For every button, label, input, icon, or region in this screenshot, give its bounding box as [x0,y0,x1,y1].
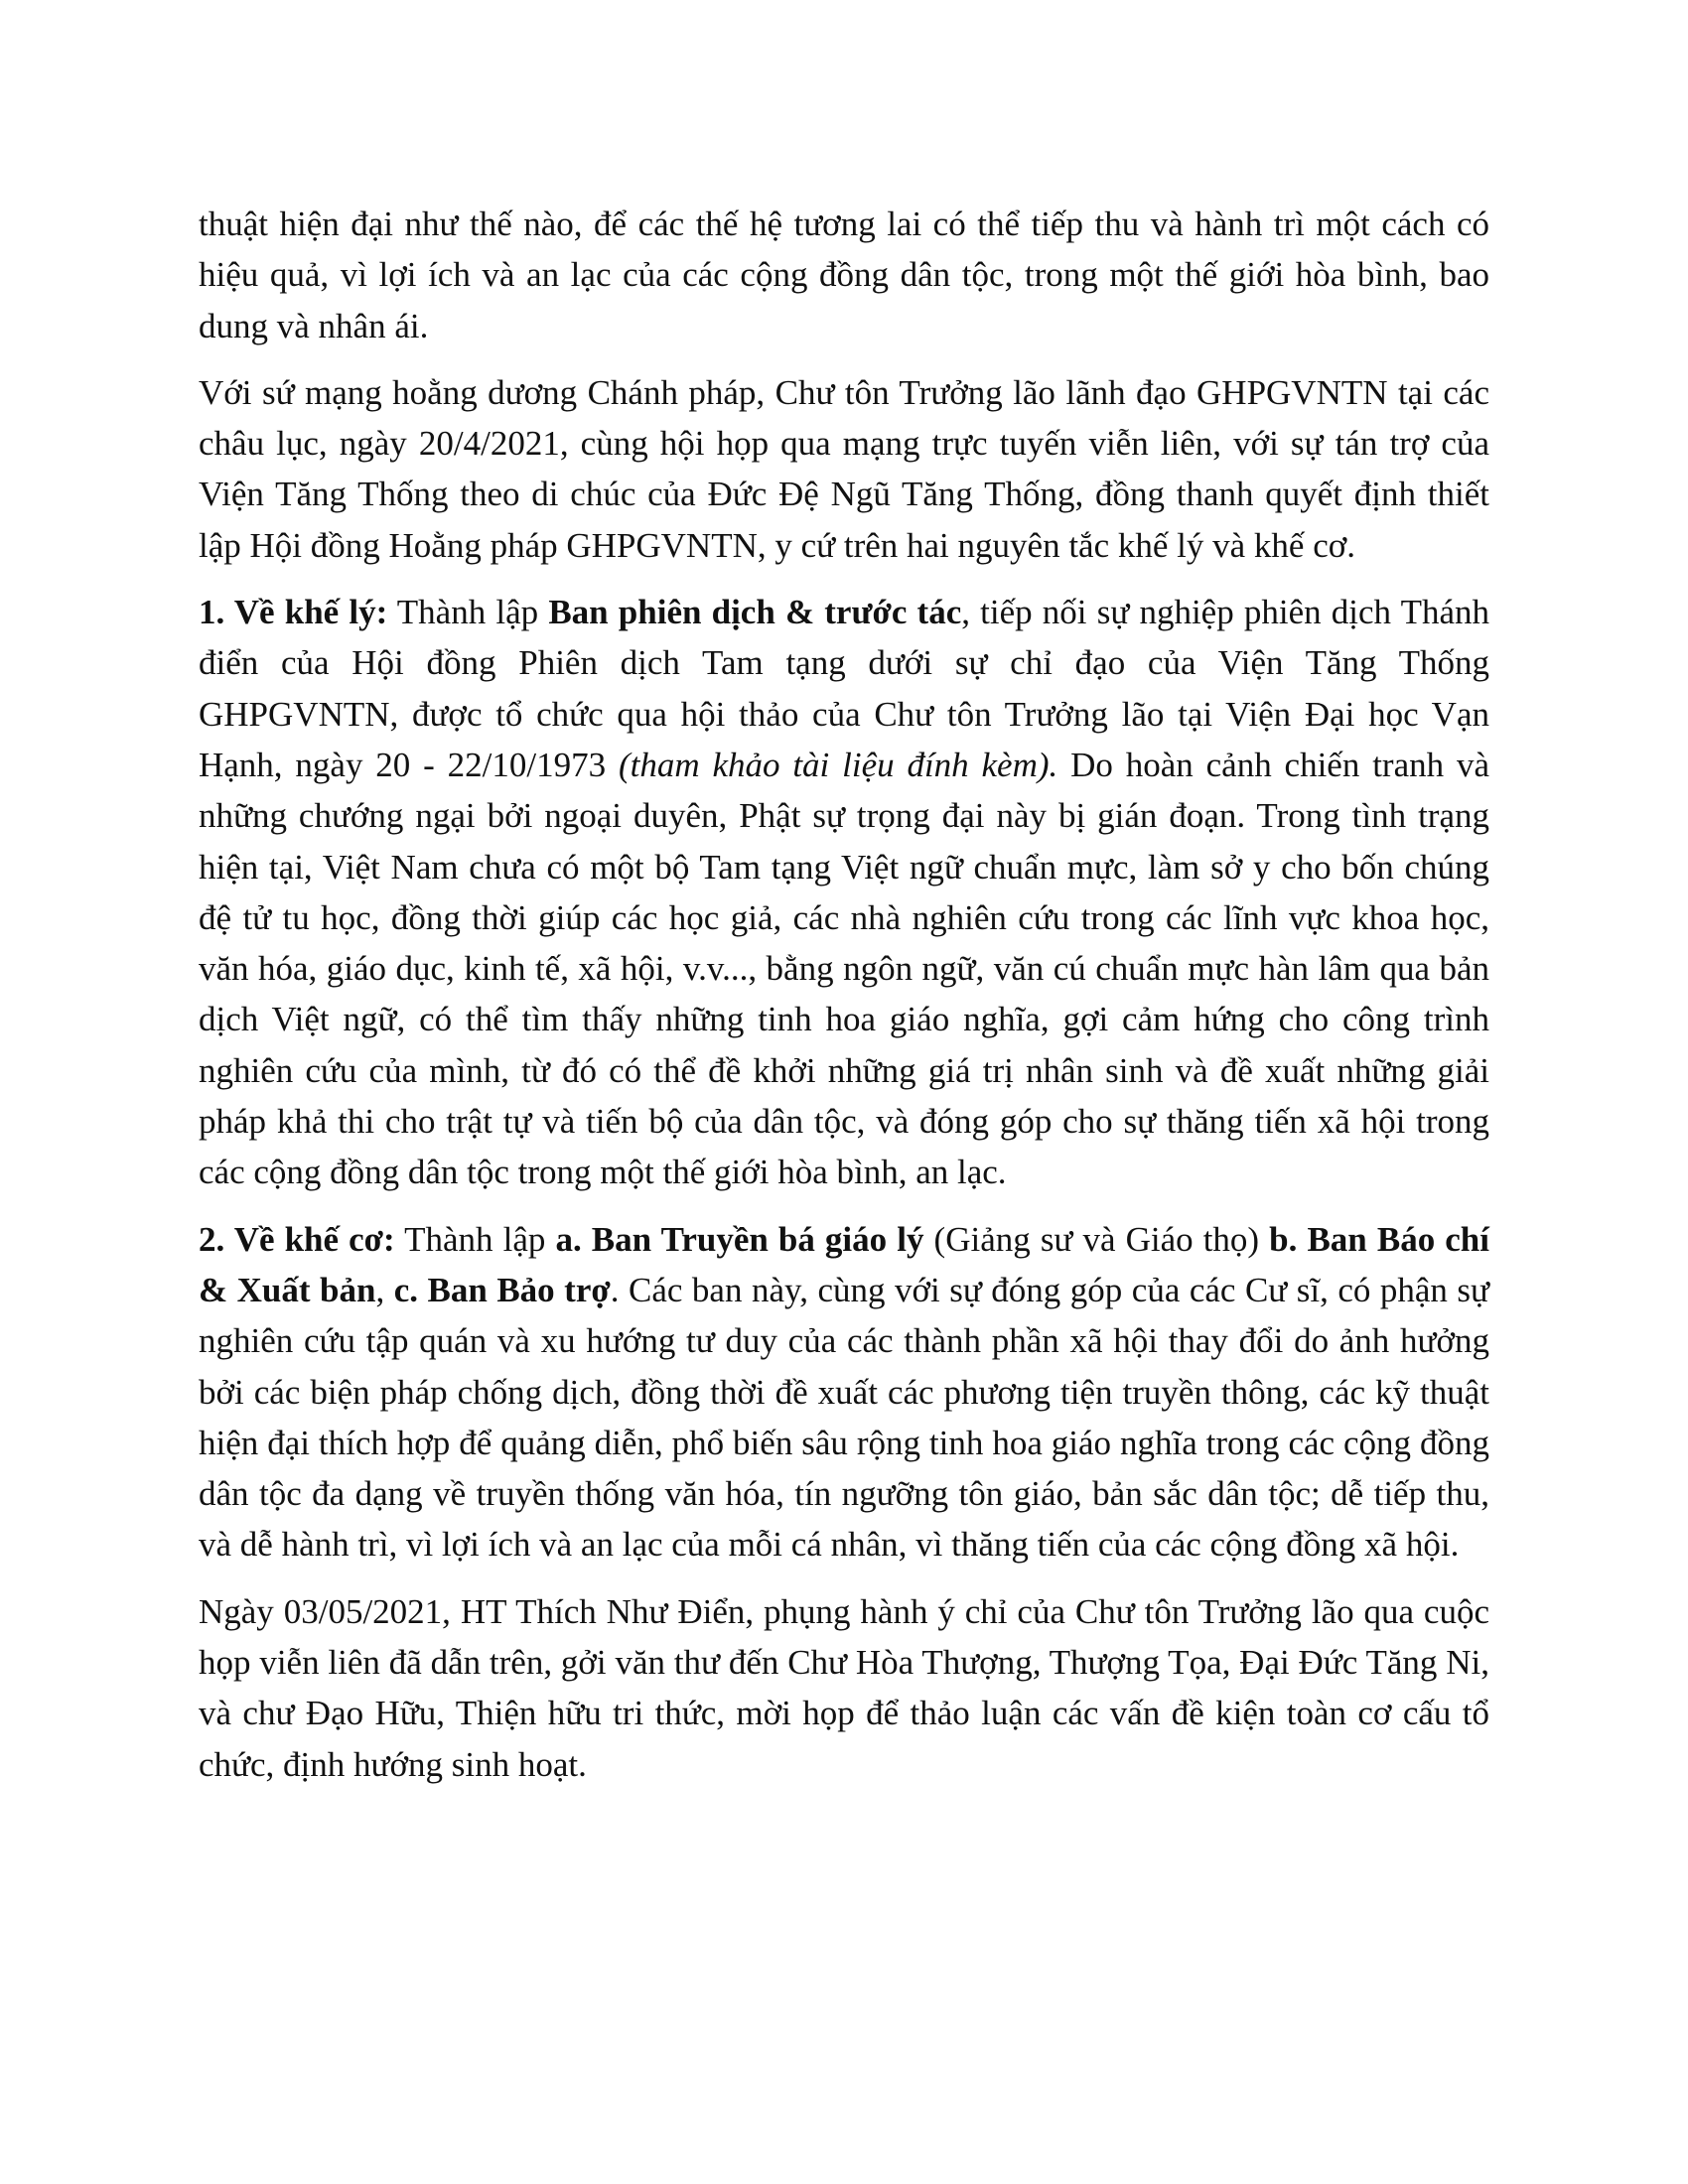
bold-term-press-board: b. Ban Báo chí & Xuất bản [199,1219,1489,1309]
paragraph-text: . Các ban này, cùng với sự đóng góp của các Cư sĩ, có phận sự nghiên cứu tập quán và xu hướng tư duy của các thành phần xã hội thay đổi do ảnh hưởng bởi các biện pháp chống dịch, đồng thời đề xuất các phương tiện truyền thông, các kỹ thuật hiện đại thích hợp để quảng diễn, phổ biến sâu rộng tinh hoa giáo nghĩa trong các cộng đồng dân tộc đa dạng về truyền thống văn hóa, tín ngưỡng tôn giáo, bản sắc dân tộc; dễ tiếp thu, và dễ hành trì, vì lợi ích và an lạc của mỗi cá nhân, vì thăng tiến của các cộng đồng xã hội. [199,1270,1490,1565]
paragraph-text: Thành lập [394,1219,556,1259]
bold-term-translation-board: Ban phiên dịch & trước tác [548,593,962,632]
bold-term-doctrine-board: a. Ban Truyền bá giáo lý [555,1219,924,1259]
paragraph-khe-co [199,1214,1489,1570]
paragraph-text: thuật hiện đại như thế nào, để các thế hệ tương lai có thể tiếp thu và hành trì một cách có hiệu quả, vì lợi ích và an lạc của các cộng đồng dân tộc, trong một thế giới hòa bình, bao dung và nhân ái. [199,205,1489,345]
paragraph-text: Ngày 03/05/2021, HT Thích Như Điển, phụng hành ý chỉ của Chư tôn Trưởng lão qua cuộc họp viễn liên đã dẫn trên, gởi văn thư đến Chư Hòa Thượng, Thượng Tọa, Đại Đức Tăng Ni, và chư Đạo Hữu, Thiện hữu tri thức, mời họp để thảo luận các vấn đề kiện toàn cơ cấu tổ chức, định hướng sinh hoạt. [199,1591,1489,1784]
bold-term-sponsor-board: c. Ban Bảo trợ [393,1270,611,1309]
paragraph-text: Thành lập [387,593,549,632]
paragraph-text: (Giảng sư và Giáo thọ) [923,1219,1270,1259]
paragraph-text: Do hoàn cảnh chiến tranh và những chướng ngại bởi ngoại duyên, Phật sự trọng đại này bị gián đoạn. Trong tình trạng hiện tại, Việt Nam chưa có một bộ Tam tạng Việt ngữ chuẩn mực, làm sở y cho bốn chúng đệ tử tu học, đồng thời giúp các học giả, các nhà nghiên cứu trong các lĩnh vực khoa học, văn hóa, giáo dục, kinh tế, xã hội, v.v..., bằng ngôn ngữ, văn cú chuẩn mực hàn lâm qua bản dịch Việt ngữ, có thể tìm thấy những tinh hoa giáo nghĩa, gợi cảm hứng cho công trình nghiên cứu của mình, từ đó có thể đề khởi những giá trị nhân sinh và đề xuất những giải pháp khả thi cho trật tự và tiến bộ của dân tộc, và đóng góp cho sự thăng tiến xã hội trong các cộng đồng dân tộc trong một thế giới hòa bình, an lạc. [199,745,1489,1192]
section-heading-khe-co: 2. Về khế cơ: [199,1219,395,1259]
italic-reference-note: (tham khảo tài liệu đính kèm). [618,745,1058,784]
document-page [199,199,1489,1806]
paragraph-text: , [375,1270,394,1309]
paragraph-text: , tiếp nối sự nghiệp phiên dịch Thánh điển của Hội đồng Phiên dịch Tam tạng dưới sự chỉ đạo của Viện Tăng Thống GHPGVNTN, được tổ chức qua hội thảo của Chư tôn Trưởng lão tại Viện Đại học Vạn Hạnh, ngày 20 - 22/10/1973 [199,593,1490,784]
paragraph-intro-continuation [199,199,1489,351]
paragraph-council-founding [199,367,1489,571]
paragraph-khe-ly [199,587,1489,1198]
paragraph-meeting-invitation [199,1586,1489,1790]
paragraph-text: Với sứ mạng hoằng dương Chánh pháp, Chư tôn Trưởng lão lãnh đạo GHPGVNTN tại các châu lục, ngày 20/4/2021, cùng hội họp qua mạng trực tuyến viễn liên, với sự tán trợ của Viện Tăng Thống theo di chúc của Đức Đệ Ngũ Tăng Thống, đồng thanh quyết định thiết lập Hội đồng Hoằng pháp GHPGVNTN, y cứ trên hai nguyên tắc khế lý và khế cơ. [199,372,1489,565]
section-heading-khe-ly: 1. Về khế lý: [199,593,388,632]
